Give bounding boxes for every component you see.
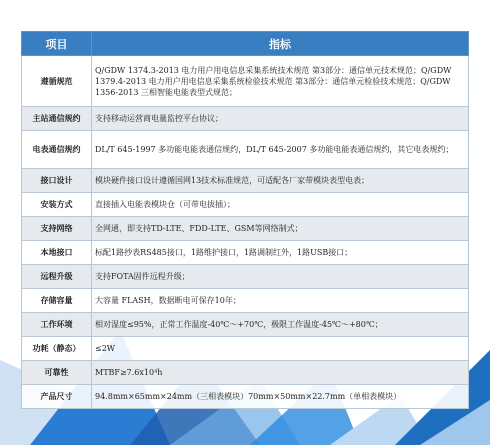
row-value: Q/GDW 1374.3-2013 电力用户用电信息采集系统技术规范 第3部分：通信单元技术规范；Q/GDW 1379.4-2013 电力用户用电信息采集系统检验技术规范 第3部分：通信单元检验技术规范；Q/GDW 1356-2013 三相智能电能表型式规范； (92, 56, 469, 107)
row-label: 产品尺寸 (22, 385, 92, 409)
table-row (22, 361, 469, 385)
table-row (22, 107, 469, 131)
table-row (22, 289, 469, 313)
row-label: 可靠性 (22, 361, 92, 385)
row-value: 标配1路抄表RS485接口，1路维护接口，1路调制红外，1路USB接口； (92, 241, 469, 265)
header-item: 项目 (22, 32, 92, 56)
row-value: 支持FOTA固件远程升级； (92, 265, 469, 289)
row-label: 遵循规范 (22, 56, 92, 107)
row-label: 存储容量 (22, 289, 92, 313)
table-row (22, 337, 469, 361)
table-header-row (22, 32, 469, 56)
row-value: 模块硬件接口设计遵循国网13技术标准规范，可适配各厂家带模块表型电表； (92, 169, 469, 193)
table-row (22, 217, 469, 241)
table-row (22, 313, 469, 337)
table-row (22, 56, 469, 107)
row-value: 全网通，即支持TD-LTE、FDD-LTE、GSM等网络制式； (92, 217, 469, 241)
row-label: 安装方式 (22, 193, 92, 217)
row-value: 相对湿度≤95%，正常工作温度-40℃～+70℃，极限工作温度-45℃～+80℃； (92, 313, 469, 337)
row-label: 工作环境 (22, 313, 92, 337)
row-label: 远程升级 (22, 265, 92, 289)
table-row (22, 169, 469, 193)
table-row (22, 385, 469, 409)
table-row (22, 241, 469, 265)
table-row (22, 265, 469, 289)
row-label: 功耗（静态） (22, 337, 92, 361)
table-row (22, 131, 469, 169)
row-label: 主站通信规约 (22, 107, 92, 131)
spec-table (21, 31, 469, 409)
row-value: MTBF≥7.6x10⁴h (92, 361, 469, 385)
table-row (22, 193, 469, 217)
row-value: 支持移动运营商电量监控平台协议； (92, 107, 469, 131)
row-value: 直接插入电能表模块仓（可带电拔插）； (92, 193, 469, 217)
row-label: 接口设计 (22, 169, 92, 193)
row-value: 94.8mm×65mm×24mm（三相表模块）70mm×50mm×22.7mm（单相表模块） (92, 385, 469, 409)
row-label: 本地接口 (22, 241, 92, 265)
row-value: ≤2W (92, 337, 469, 361)
row-value: DL/T 645-1997 多功能电能表通信规约，DL/T 645-2007 多功能电能表通信规约，其它电表规约； (92, 131, 469, 169)
row-value: 大容量 FLASH，数据断电可保存10年； (92, 289, 469, 313)
header-spec: 指标 (92, 32, 469, 56)
row-label: 支持网络 (22, 217, 92, 241)
row-label: 电表通信规约 (22, 131, 92, 169)
